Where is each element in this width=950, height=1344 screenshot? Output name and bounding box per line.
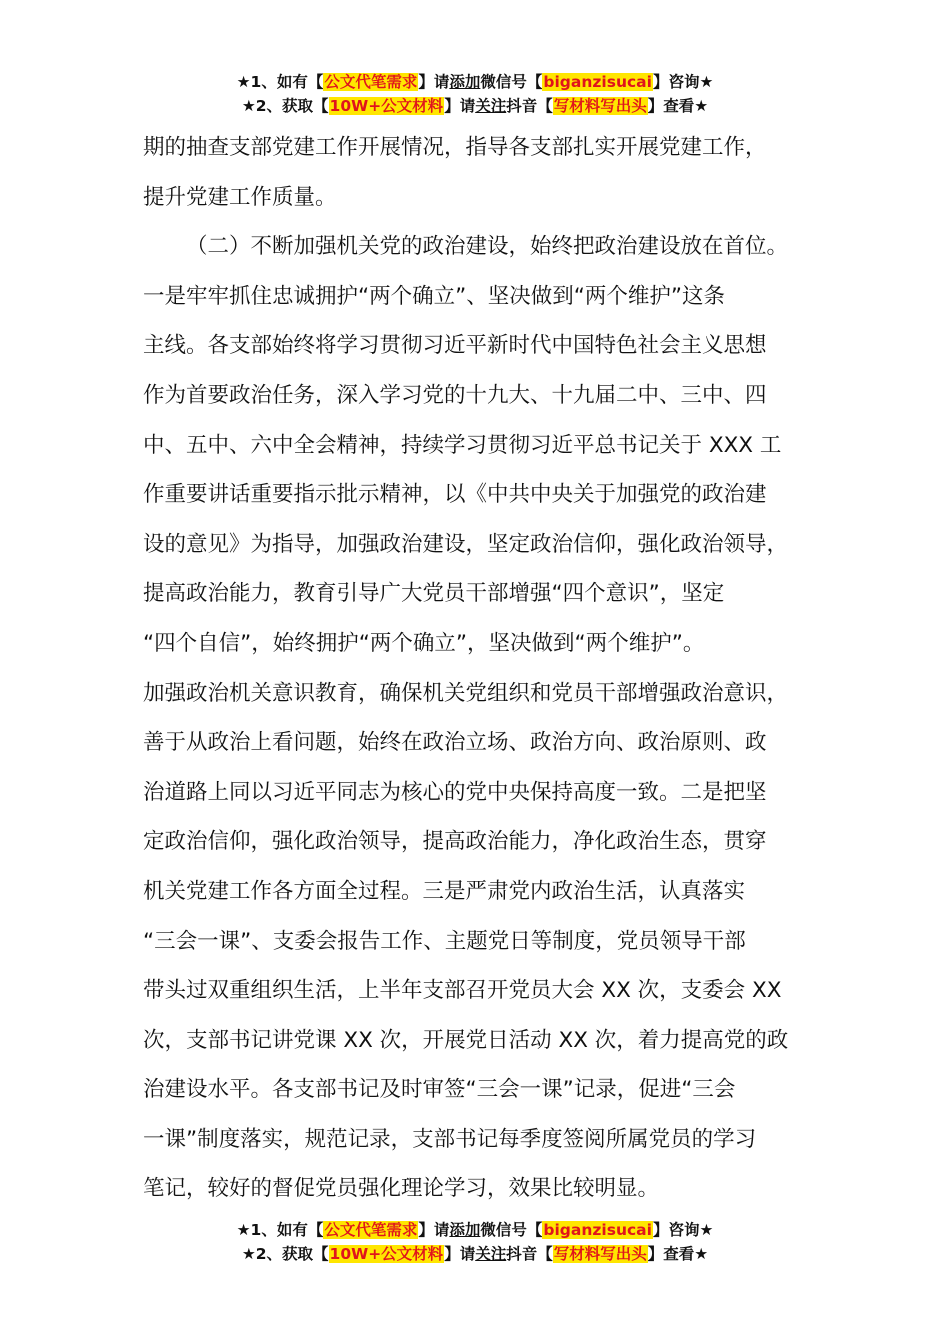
highlight-materials: 10W+公文材料 — [329, 1245, 444, 1263]
banner-text: 】查看★ — [647, 1245, 709, 1263]
banner-text: ★2、获取【 — [241, 97, 329, 115]
body-line: 提高政治能力，教育引导广大党员干部增强“四个意识”，坚定 — [143, 581, 725, 607]
section-heading-line: （二）不断加强机关党的政治建设，始终把政治建设放在首位。 — [186, 234, 789, 260]
banner-text: ★1、如有【 — [236, 73, 324, 91]
banner-text: 】请 — [444, 97, 476, 115]
body-line: 笔记，较好的督促党员强化理论学习，效果比较明显。 — [143, 1176, 660, 1202]
banner-text: 】请 — [444, 1245, 476, 1263]
banner-text: ★2、获取【 — [241, 1245, 329, 1263]
body-line: 作为首要政治任务，深入学习党的十九大、十九届二中、三中、四 — [143, 382, 767, 408]
body-line: 提升党建工作质量。 — [143, 184, 337, 210]
banner-line-1 — [0, 1218, 950, 1242]
document-body — [143, 123, 813, 1214]
body-line: 设的意见》为指导，加强政治建设，坚定政治信仰，强化政治领导， — [143, 531, 789, 557]
header-banner — [0, 70, 950, 118]
footer-banner — [0, 1218, 950, 1266]
body-line: 一是牢牢抓住忠诚拥护“两个确立”、坚决做到“两个维护”这条 — [143, 283, 726, 309]
banner-text: 抖音【 — [506, 97, 553, 115]
banner-line-2 — [0, 1242, 950, 1266]
body-line: 定政治信仰，强化政治领导，提高政治能力，净化政治生态，贯穿 — [143, 829, 767, 855]
banner-text: 抖音【 — [506, 1245, 553, 1263]
highlight-douyin-account: 写材料写出头 — [553, 1245, 647, 1263]
body-line: 次，支部书记讲党课 XX 次，开展党日活动 XX 次，着力提高党的政 — [143, 1027, 789, 1053]
banner-text: 】咨询★ — [652, 73, 714, 91]
highlight-materials: 10W+公文材料 — [329, 97, 444, 115]
body-line: 加强政治机关意识教育，确保机关党组织和党员干部增强政治意识， — [143, 680, 789, 706]
body-line: 期的抽查支部党建工作开展情况，指导各支部扎实开展党建工作， — [143, 135, 767, 160]
banner-underlined-text: 添加 — [449, 1221, 481, 1239]
body-line: 带头过双重组织生活，上半年支部召开党员大会 XX 次，支委会 XX — [143, 978, 782, 1004]
body-line: 主线。各支部始终将学习贯彻习近平新时代中国特色社会主义思想 — [143, 333, 767, 359]
body-line: “三会一课”、支委会报告工作、主题党日等制度，党员领导干部 — [143, 928, 746, 954]
banner-underlined-text: 关注 — [475, 97, 507, 115]
body-line: 机关党建工作各方面全过程。三是严肃党内政治生活，认真落实 — [143, 878, 746, 904]
highlight-wechat-id: biganzisucai — [543, 1221, 652, 1239]
banner-text: 】请 — [418, 1221, 450, 1239]
highlight-service: 公文代笔需求 — [324, 73, 418, 91]
body-line: 治道路上同以习近平同志为核心的党中央保持高度一致。二是把坚 — [143, 779, 767, 805]
body-line: 治建设水平。各支部书记及时审签“三会一课”记录，促进“三会 — [143, 1077, 736, 1103]
banner-text: 微信号【 — [480, 1221, 543, 1239]
body-line: 善于从政治上看问题，始终在政治立场、政治方向、政治原则、政 — [143, 730, 767, 756]
highlight-douyin-account: 写材料写出头 — [553, 97, 647, 115]
highlight-wechat-id: biganzisucai — [543, 73, 652, 91]
banner-text: 】请 — [418, 73, 450, 91]
body-line: “四个自信”，始终拥护“两个确立”，坚决做到“两个维护”。 — [143, 630, 705, 656]
banner-line-2 — [0, 94, 950, 118]
body-line: 中、五中、六中全会精神，持续学习贯彻习近平总书记关于 XXX 工 — [143, 432, 782, 458]
banner-text: 】查看★ — [647, 97, 709, 115]
banner-text: 】咨询★ — [652, 1221, 714, 1239]
highlight-service: 公文代笔需求 — [324, 1221, 418, 1239]
banner-underlined-text: 添加 — [449, 73, 481, 91]
banner-text: 微信号【 — [480, 73, 543, 91]
banner-line-1 — [0, 70, 950, 94]
banner-text: ★1、如有【 — [236, 1221, 324, 1239]
banner-underlined-text: 关注 — [475, 1245, 507, 1263]
body-line: 作重要讲话重要指示批示精神，以《中共中央关于加强党的政治建 — [143, 482, 767, 508]
body-line: 一课”制度落实，规范记录，支部书记每季度签阅所属党员的学习 — [143, 1126, 757, 1152]
